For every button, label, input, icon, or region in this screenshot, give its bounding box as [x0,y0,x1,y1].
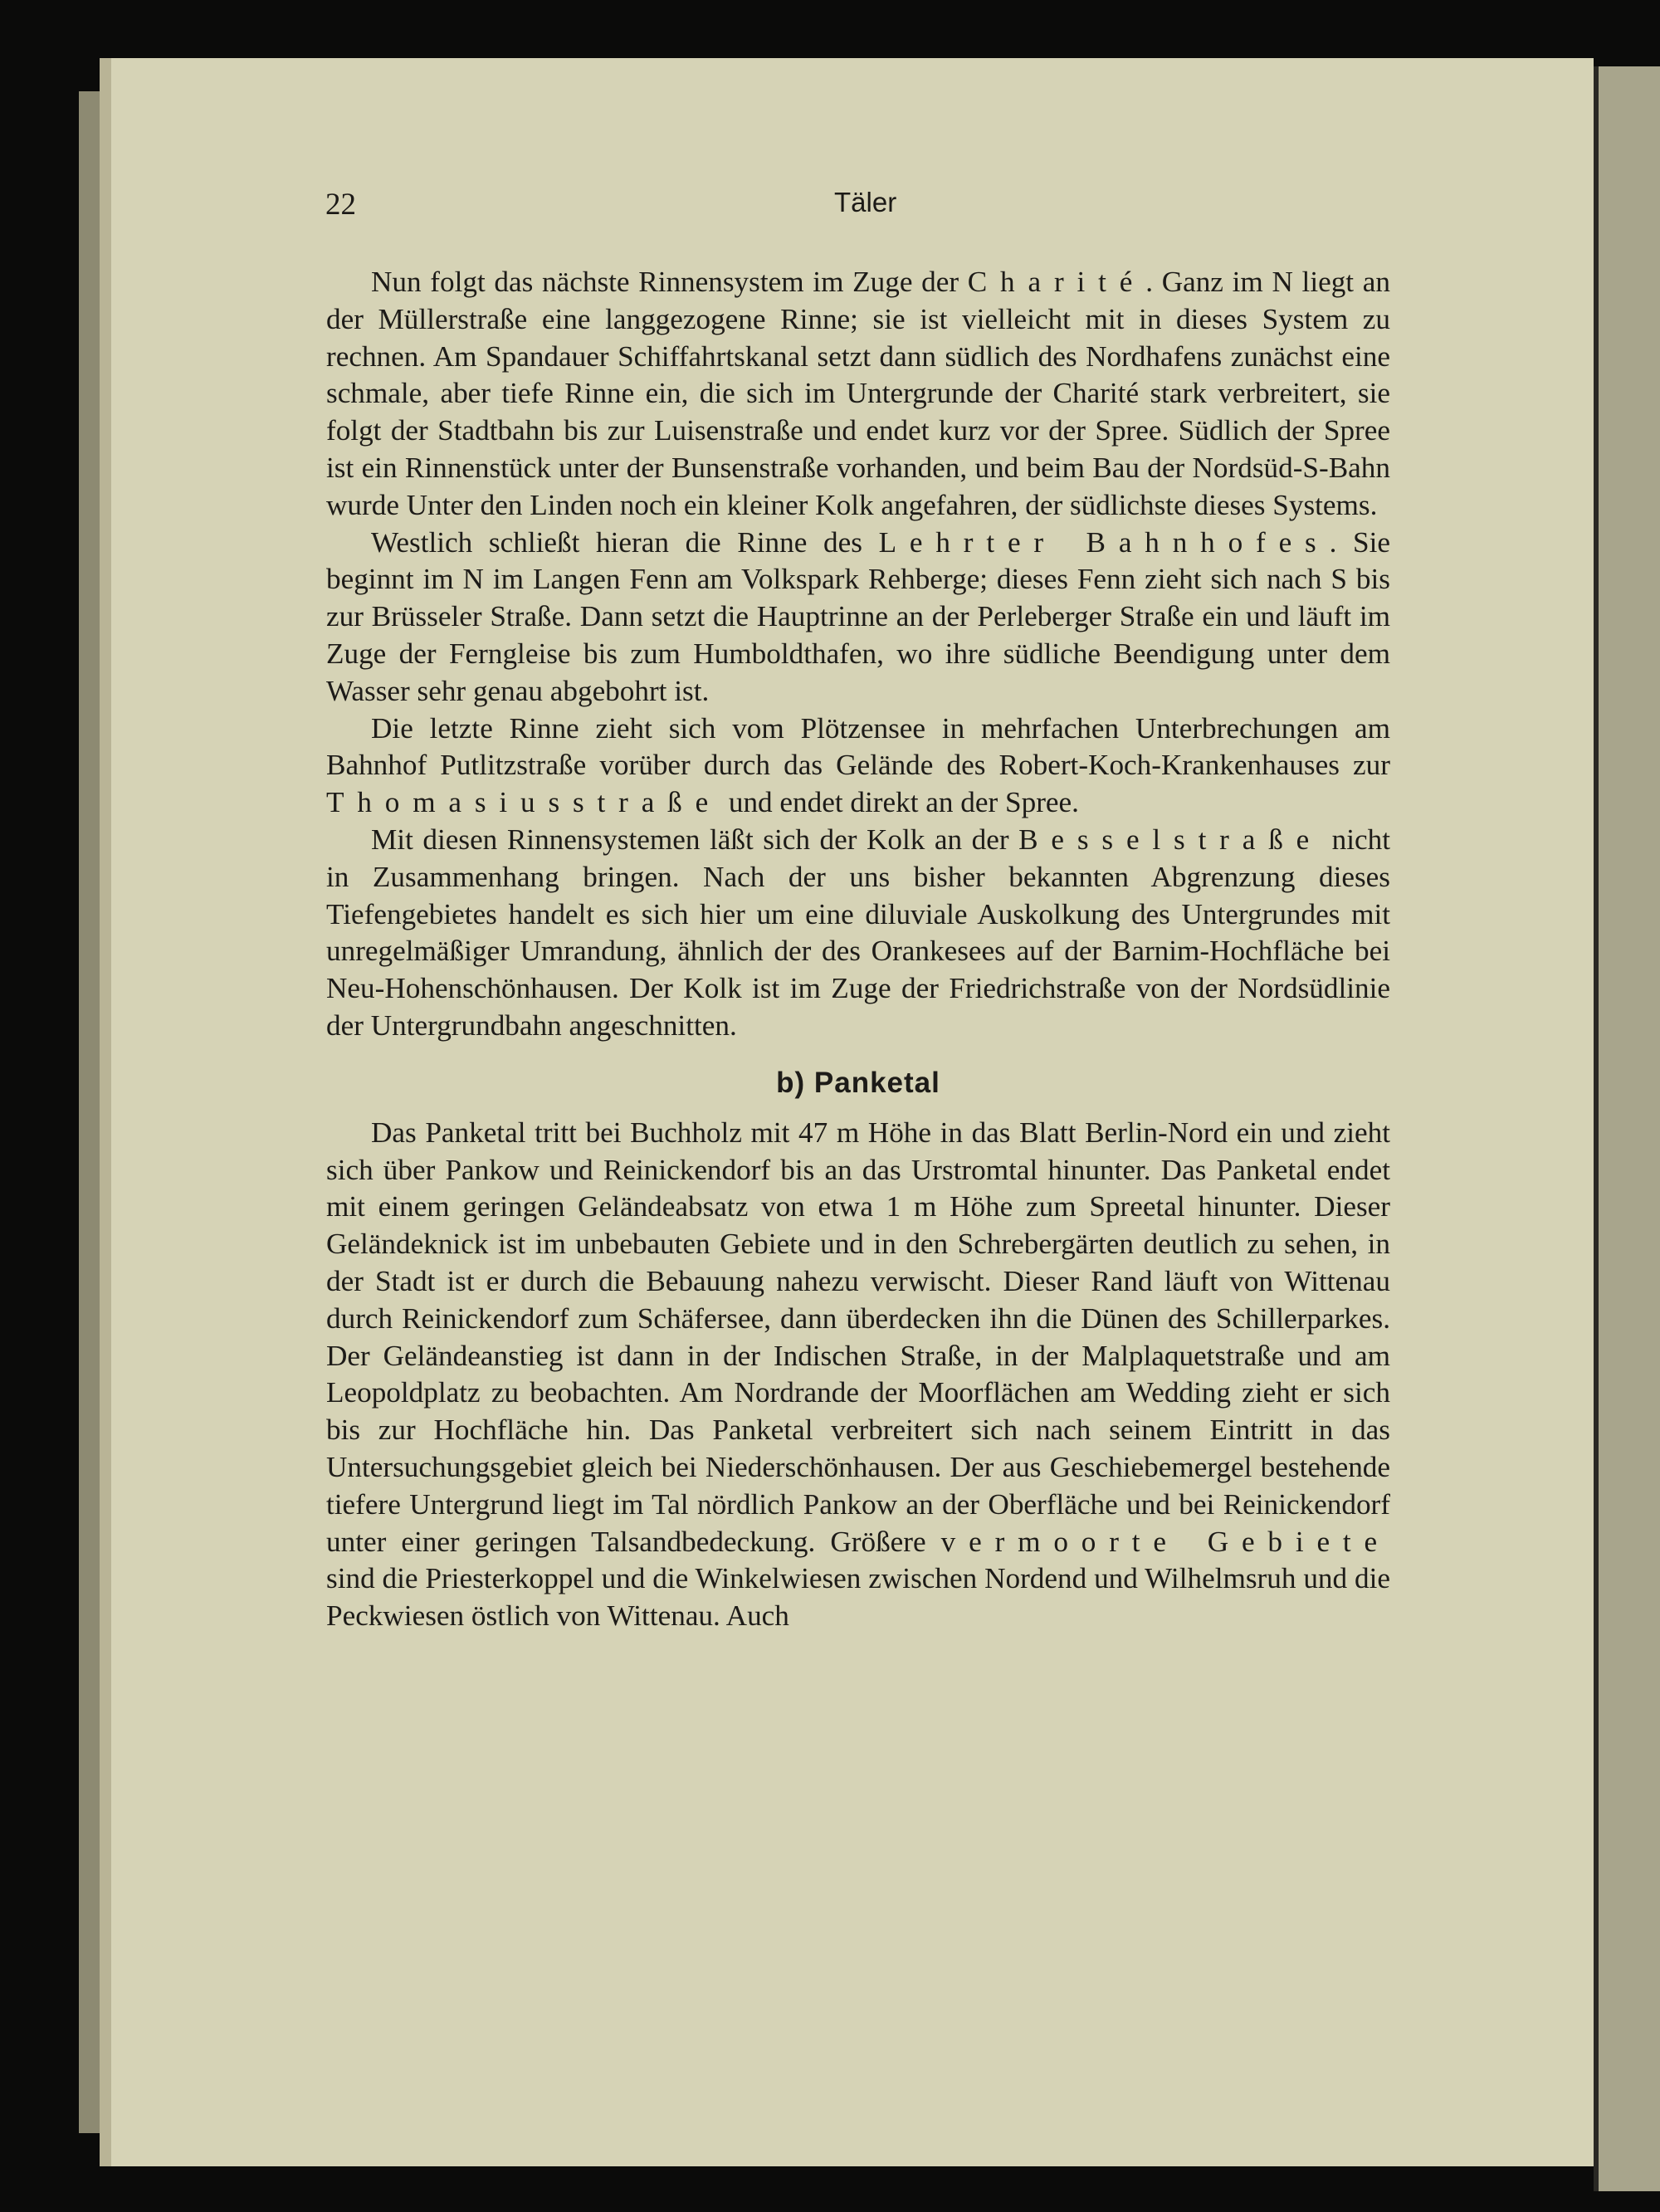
page-edge-left [79,91,102,2133]
text-run: Mit diesen Rinnensystemen läßt sich der Kolk an der [371,823,1019,856]
text-run: nicht in Zusammenhang bringen. Nach der uns bisher bekannten Abgrenzung dieses Tiefengebietes handelt es sich hier um eine diluviale Auskolkung des Untergrundes mit unregelmäßiger Umrandung, ähnlich der des Orankesees auf der Barnim-Hochfläche bei Neu-Hohenschönhausen. Der Kolk ist im Zuge der Friedrichstraße von der Nordsüdlinie der Untergrundbahn angeschnitten. [326,823,1390,1042]
paragraph-panketal [326,1115,1390,1635]
text-run: Nun folgt das nächste Rinnensystem im Zuge der [371,266,968,298]
emphasized-name: Charité [967,266,1146,298]
running-title: Täler [834,187,897,217]
next-page-edge [1594,66,1660,2191]
section-heading: b) Panketal [776,1066,940,1099]
emphasized-name: Lehrter Bahnhofes [878,525,1330,559]
paragraph-charite-system [326,264,1390,525]
text-run: Westlich schließt hieran die Rinne des [371,525,879,559]
paragraph-besselstrasse [326,822,1390,1045]
paragraph-lehrter-bahnhof [326,525,1390,710]
text-run: Die letzte Rinne zieht sich vom Plötzensee in mehrfachen Unterbrechungen am Bahnhof Putlitzstraße vorüber durch das Gelände des Robert-Koch-Krankenhauses zur [326,711,1390,782]
text-run: . Ganz im N liegt an der Müllerstraße eine langgezogene Rinne; sie ist vielleicht mit in dieses System zu rechnen. Am Spandauer Schiffahrtskanal setzt dann südlich des Nordhafens zunächst eine schmale, aber tiefe Rinne ein, die sich im Untergrunde der Charité stark verbreitert, sie folgt der Stadtbahn bis zur Luisenstraße und endet kurz vor der Spree. Südlich der Spree ist ein Rinnenstück unter der Bunsenstraße vorhanden, und beim Bau der Nordsüd-S-Bahn wurde Unter den Linden noch ein kleiner Kolk angefahren, der südlichste dieses Systems. [326,266,1390,521]
page-number: 22 [325,188,356,222]
text-run: und endet direkt an der Spree. [721,786,1079,819]
page-header [315,187,1394,228]
emphasized-name: Thomasiusstraße [326,786,722,819]
body-text [326,264,1390,1635]
emphasized-name: vermoorte Gebiete [940,1525,1390,1558]
text-run: sind die Priesterkoppel und die Winkelwiesen zwischen Nordend und Wilhelmsruh und die Peckwiesen östlich von Wittenau. Auch [326,1562,1390,1633]
text-run: . Sie beginnt im N im Langen Fenn am Volkspark Rehberge; dieses Fenn zieht sich nach S bis zur Brüsseler Straße. Dann setzt die Hauptrinne an der Perleberger Straße ein und läuft im Zuge der Ferngleise bis zum Humboldthafen, wo ihre südliche Beendigung unter dem Wasser sehr genau abgebohrt ist. [326,525,1390,707]
emphasized-name: Besselstraße [1018,823,1323,856]
paragraph-letzte-rinne [326,710,1390,822]
text-run: Das Panketal tritt bei Buchholz mit 47 m Höhe in das Blatt Berlin-Nord ein und zieht sich über Pankow und Reinickendorf bis an das Urstromtal hinunter. Das Panketal endet mit einem geringen Geländeabsatz von etwa 1 m Höhe zum Spreetal hinunter. Dieser Geländeknick ist im unbebauten Gebiete und in den Schrebergärten deutlich zu sehen, in der Stadt ist er durch die Bebauung nahezu verwischt. Dieser Rand läuft von Wittenau durch Reinickendorf zum Schäfersee, dann überdecken ihn die Dünen des Schillerparkes. Der Geländeanstieg ist dann in der Indischen Straße, in der Malplaquetstraße und am Leopoldplatz zu beobachten. Am Nordrande der Moorflächen am Wedding zieht er sich bis zur Hochfläche hin. Das Panketal verbreitert sich nach seinem Eintritt in das Untersuchungsgebiet gleich bei Niederschönhausen. Der aus Geschiebemergel bestehende tiefere Untergrund liegt im Tal nördlich Pankow an der Oberfläche und bei Reinickendorf unter einer geringen Talsandbedeckung. Größere [326,1116,1390,1558]
